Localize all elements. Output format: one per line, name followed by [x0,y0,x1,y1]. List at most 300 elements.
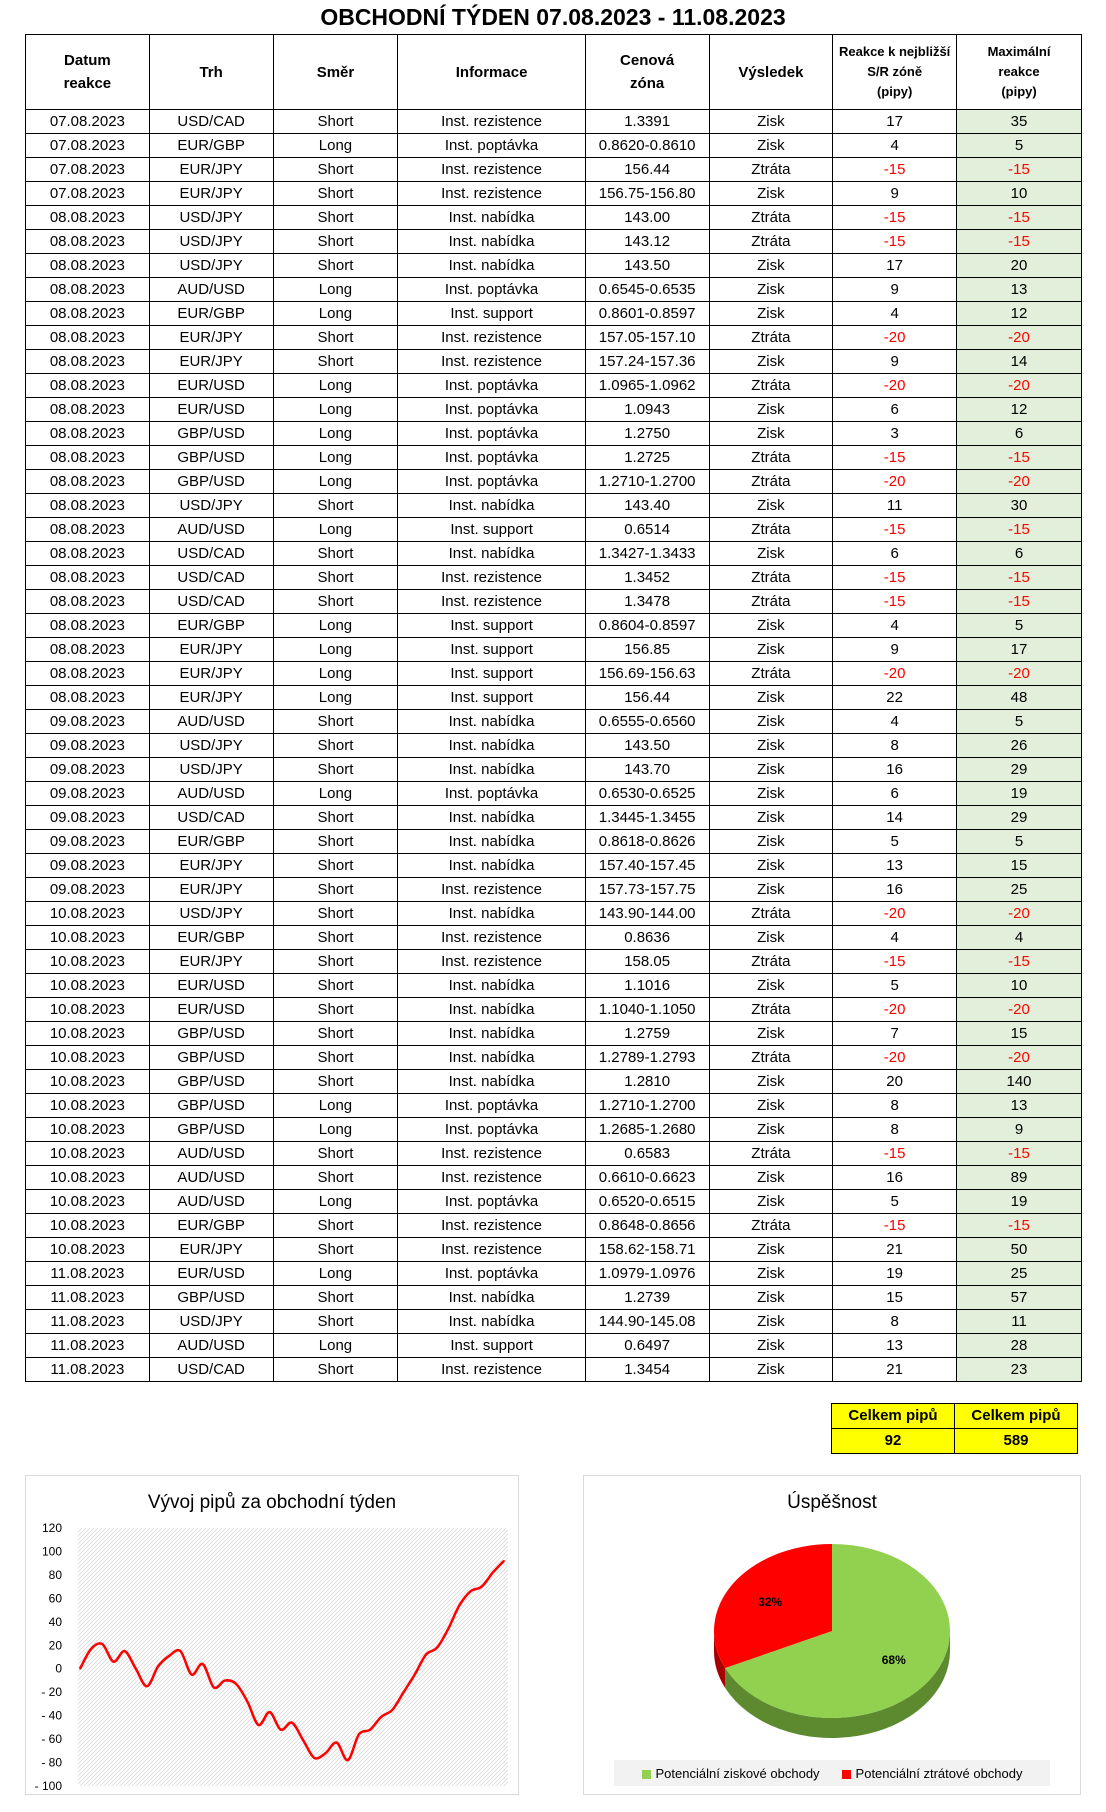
cell-informace: Inst. nabídka [398,806,585,830]
cell-trh: EUR/GBP [149,302,273,326]
cell-informace: Inst. support [398,638,585,662]
cell-informace: Inst. poptávka [398,470,585,494]
cell-smer: Short [273,806,398,830]
cell-trh: EUR/USD [149,374,273,398]
data-point [369,1729,371,1731]
y-tick-label: 20 [48,1638,62,1653]
cell-informace: Inst. rezistence [398,566,585,590]
cell-reakce: 8 [833,1310,957,1334]
cell-zona: 1.0979-1.0976 [585,1262,709,1286]
cell-zona: 1.3391 [585,110,709,134]
cell-zona: 157.73-157.75 [585,878,709,902]
cell-smer: Long [273,518,398,542]
cell-datum: 10.08.2023 [26,1214,150,1238]
cell-datum: 08.08.2023 [26,206,150,230]
cell-reakce: -15 [833,1214,957,1238]
cell-datum: 11.08.2023 [26,1310,150,1334]
cell-max-reakce: 17 [957,638,1082,662]
cell-vysledek: Zisk [709,254,833,278]
data-point [135,1668,137,1670]
cell-datum: 08.08.2023 [26,254,150,278]
cell-smer: Short [273,710,398,734]
cell-max-reakce: -15 [957,1214,1082,1238]
cell-vysledek: Ztráta [709,518,833,542]
cell-zona: 143.90-144.00 [585,902,709,926]
cell-informace: Inst. rezistence [398,110,585,134]
cell-trh: AUD/USD [149,1190,273,1214]
cell-datum: 10.08.2023 [26,974,150,998]
cell-max-reakce: 25 [957,878,1082,902]
cell-max-reakce: 20 [957,254,1082,278]
cell-smer: Short [273,182,398,206]
cell-vysledek: Zisk [709,302,833,326]
data-point [392,1709,394,1711]
data-point [325,1752,327,1754]
cell-smer: Long [273,638,398,662]
cell-smer: Short [273,926,398,950]
cell-vysledek: Zisk [709,878,833,902]
table-row [26,1214,1082,1238]
data-point [336,1742,338,1744]
cell-datum: 09.08.2023 [26,854,150,878]
data-point [492,1572,494,1574]
cell-smer: Short [273,158,398,182]
cell-trh: EUR/JPY [149,326,273,350]
cell-vysledek: Zisk [709,1334,833,1358]
cell-informace: Inst. rezistence [398,590,585,614]
table-row [26,518,1082,542]
cell-informace: Inst. nabídka [398,1022,585,1046]
cell-vysledek: Zisk [709,494,833,518]
cell-datum: 09.08.2023 [26,710,150,734]
cell-smer: Long [273,614,398,638]
cell-vysledek: Zisk [709,1118,833,1142]
cell-reakce: 16 [833,758,957,782]
table-row [26,566,1082,590]
cell-reakce: -20 [833,470,957,494]
cell-zona: 157.05-157.10 [585,326,709,350]
cell-informace: Inst. nabídka [398,542,585,566]
table-row [26,302,1082,326]
cell-vysledek: Ztráta [709,662,833,686]
data-point [358,1734,360,1736]
total-reakce-label: Celkem pipů [832,1404,955,1429]
cell-trh: EUR/JPY [149,350,273,374]
cell-zona: 0.8601-0.8597 [585,302,709,326]
cell-reakce: 17 [833,110,957,134]
cell-zona: 143.50 [585,734,709,758]
cell-zona: 1.2710-1.2700 [585,1094,709,1118]
cell-zona: 0.8604-0.8597 [585,614,709,638]
cell-datum: 08.08.2023 [26,518,150,542]
data-point [202,1663,204,1665]
cell-informace: Inst. rezistence [398,326,585,350]
cell-reakce: -15 [833,1142,957,1166]
cell-datum: 09.08.2023 [26,830,150,854]
cell-vysledek: Zisk [709,1094,833,1118]
cell-zona: 156.44 [585,686,709,710]
cell-zona: 0.8618-0.8626 [585,830,709,854]
cell-trh: USD/CAD [149,806,273,830]
cell-informace: Inst. poptávka [398,446,585,470]
cell-vysledek: Ztráta [709,206,833,230]
cell-reakce: 15 [833,1286,957,1310]
cell-reakce: 16 [833,878,957,902]
cell-smer: Short [273,326,398,350]
header-trh: Trh [149,35,273,110]
cell-reakce: -15 [833,950,957,974]
table-row [26,542,1082,566]
table-row [26,974,1082,998]
cell-max-reakce: -15 [957,950,1082,974]
data-point [90,1648,92,1650]
cell-informace: Inst. rezistence [398,950,585,974]
cell-datum: 08.08.2023 [26,326,150,350]
cell-informace: Inst. poptávka [398,1094,585,1118]
cell-trh: GBP/USD [149,422,273,446]
cell-vysledek: Zisk [709,806,833,830]
data-point [381,1716,383,1718]
cell-zona: 0.6583 [585,1142,709,1166]
cell-smer: Long [273,1094,398,1118]
table-row [26,134,1082,158]
cell-vysledek: Zisk [709,398,833,422]
table-row [26,446,1082,470]
cell-datum: 08.08.2023 [26,590,150,614]
cell-vysledek: Zisk [709,542,833,566]
cell-smer: Short [273,1286,398,1310]
cell-reakce: 8 [833,1118,957,1142]
table-row [26,374,1082,398]
legend-swatch-loss [842,1770,851,1779]
data-point [314,1757,316,1759]
cell-reakce: -15 [833,518,957,542]
cell-max-reakce: -15 [957,566,1082,590]
totals-table [831,1403,1078,1454]
cell-smer: Short [273,566,398,590]
cell-vysledek: Zisk [709,686,833,710]
cell-max-reakce: 15 [957,854,1082,878]
cell-reakce: 9 [833,182,957,206]
cell-datum: 10.08.2023 [26,1166,150,1190]
cell-informace: Inst. poptávka [398,134,585,158]
cell-trh: USD/JPY [149,254,273,278]
cell-datum: 07.08.2023 [26,110,150,134]
cell-trh: AUD/USD [149,278,273,302]
table-row [26,854,1082,878]
cell-datum: 09.08.2023 [26,878,150,902]
cell-max-reakce: 13 [957,1094,1082,1118]
cell-informace: Inst. nabídka [398,1286,585,1310]
cell-max-reakce: 23 [957,1358,1082,1382]
cell-trh: EUR/JPY [149,854,273,878]
cell-reakce: 17 [833,254,957,278]
cell-trh: USD/CAD [149,110,273,134]
cell-smer: Long [273,446,398,470]
cell-reakce: 8 [833,1094,957,1118]
cell-reakce: -20 [833,902,957,926]
cell-informace: Inst. rezistence [398,158,585,182]
cell-trh: EUR/GBP [149,926,273,950]
cell-zona: 143.40 [585,494,709,518]
cell-informace: Inst. poptávka [398,782,585,806]
cell-max-reakce: -20 [957,1046,1082,1070]
table-row [26,206,1082,230]
page-title: OBCHODNÍ TÝDEN 07.08.2023 - 11.08.2023 [320,4,786,30]
cell-zona: 0.8620-0.8610 [585,134,709,158]
table-row [26,590,1082,614]
y-tick-label: 0 [55,1661,62,1676]
line-chart-panel [25,1475,519,1795]
cell-max-reakce: 15 [957,1022,1082,1046]
cell-zona: 1.3427-1.3433 [585,542,709,566]
cell-reakce: 22 [833,686,957,710]
cell-datum: 10.08.2023 [26,998,150,1022]
cell-smer: Short [273,734,398,758]
table-row [26,1022,1082,1046]
y-tick-label: 40 [48,1614,62,1629]
cell-smer: Long [273,662,398,686]
cell-zona: 1.3478 [585,590,709,614]
cell-informace: Inst. nabídka [398,230,585,254]
cell-zona: 0.6610-0.6623 [585,1166,709,1190]
cell-reakce: 4 [833,302,957,326]
cell-smer: Short [273,350,398,374]
table-row [26,1118,1082,1142]
cell-max-reakce: 5 [957,830,1082,854]
header-zona: Cenová zóna [585,35,709,110]
cell-smer: Short [273,1070,398,1094]
table-row [26,470,1082,494]
cell-reakce: 5 [833,830,957,854]
cell-vysledek: Zisk [709,1310,833,1334]
cell-informace: Inst. support [398,302,585,326]
cell-vysledek: Ztráta [709,1142,833,1166]
cell-informace: Inst. nabídka [398,254,585,278]
cell-vysledek: Zisk [709,734,833,758]
cell-max-reakce: 19 [957,1190,1082,1214]
cell-zona: 0.6530-0.6525 [585,782,709,806]
table-row [26,638,1082,662]
cell-smer: Short [273,1022,398,1046]
cell-smer: Short [273,494,398,518]
cell-informace: Inst. rezistence [398,878,585,902]
cell-smer: Short [273,902,398,926]
cell-datum: 10.08.2023 [26,1190,150,1214]
table-row [26,950,1082,974]
cell-max-reakce: -15 [957,518,1082,542]
cell-smer: Long [273,278,398,302]
cell-trh: EUR/JPY [149,878,273,902]
table-row [26,878,1082,902]
pie-data-label: 32% [758,1595,783,1610]
cell-zona: 1.0943 [585,398,709,422]
y-tick-label: 60 [48,1591,62,1606]
cell-max-reakce: -20 [957,662,1082,686]
data-point [191,1674,193,1676]
cell-vysledek: Zisk [709,974,833,998]
table-row [26,758,1082,782]
cell-max-reakce: 10 [957,182,1082,206]
cell-trh: EUR/JPY [149,950,273,974]
cell-trh: USD/JPY [149,206,273,230]
cell-zona: 156.69-156.63 [585,662,709,686]
cell-smer: Long [273,302,398,326]
table-row [26,662,1082,686]
cell-datum: 07.08.2023 [26,158,150,182]
cell-smer: Short [273,110,398,134]
cell-datum: 08.08.2023 [26,662,150,686]
table-row [26,494,1082,518]
cell-trh: EUR/JPY [149,686,273,710]
cell-datum: 10.08.2023 [26,1070,150,1094]
cell-informace: Inst. rezistence [398,350,585,374]
cell-smer: Short [273,830,398,854]
cell-max-reakce: 30 [957,494,1082,518]
cell-reakce: 20 [833,1070,957,1094]
data-point [169,1655,171,1657]
cell-datum: 10.08.2023 [26,1142,150,1166]
y-tick-label: 80 [48,1567,62,1582]
cell-datum: 10.08.2023 [26,1118,150,1142]
cell-trh: USD/JPY [149,1310,273,1334]
cell-max-reakce: 57 [957,1286,1082,1310]
cell-reakce: 8 [833,734,957,758]
cell-reakce: 16 [833,1166,957,1190]
cell-datum: 10.08.2023 [26,1094,150,1118]
cell-trh: USD/CAD [149,566,273,590]
cell-max-reakce: -15 [957,590,1082,614]
cell-smer: Long [273,1118,398,1142]
cell-smer: Long [273,470,398,494]
cell-datum: 08.08.2023 [26,302,150,326]
cell-zona: 1.3445-1.3455 [585,806,709,830]
cell-trh: USD/CAD [149,542,273,566]
cell-vysledek: Zisk [709,614,833,638]
cell-reakce: 5 [833,974,957,998]
cell-reakce: 3 [833,422,957,446]
cell-reakce: -15 [833,590,957,614]
data-point [503,1560,505,1562]
cell-informace: Inst. support [398,686,585,710]
cell-trh: EUR/GBP [149,134,273,158]
cell-datum: 10.08.2023 [26,1022,150,1046]
header-informace: Informace [398,35,585,110]
cell-vysledek: Zisk [709,926,833,950]
header-datum: Datum reakce [26,35,150,110]
y-tick-label: - 60 [41,1732,62,1747]
cell-max-reakce: 6 [957,422,1082,446]
cell-max-reakce: 5 [957,710,1082,734]
total-max-label: Celkem pipů [955,1404,1078,1429]
cell-informace: Inst. nabídka [398,206,585,230]
table-row [26,830,1082,854]
cell-max-reakce: 35 [957,110,1082,134]
cell-trh: USD/JPY [149,230,273,254]
cell-vysledek: Ztráta [709,590,833,614]
cell-reakce: 21 [833,1358,957,1382]
cell-max-reakce: 10 [957,974,1082,998]
cell-informace: Inst. nabídka [398,974,585,998]
cell-datum: 08.08.2023 [26,446,150,470]
y-tick-label: 100 [41,1544,62,1559]
data-point [157,1666,159,1668]
pie-legend [614,1760,1050,1786]
cell-max-reakce: 5 [957,134,1082,158]
table-row [26,926,1082,950]
cell-smer: Long [273,782,398,806]
cell-zona: 156.44 [585,158,709,182]
table-row [26,686,1082,710]
cell-max-reakce: 29 [957,758,1082,782]
cell-zona: 158.05 [585,950,709,974]
cell-informace: Inst. nabídka [398,1310,585,1334]
cell-informace: Inst. support [398,662,585,686]
cell-vysledek: Zisk [709,1358,833,1382]
cell-informace: Inst. poptávka [398,398,585,422]
cell-reakce: -20 [833,374,957,398]
cell-informace: Inst. poptávka [398,422,585,446]
cell-vysledek: Zisk [709,830,833,854]
data-point [146,1686,148,1688]
table-row [26,254,1082,278]
trades-table [25,34,1082,1382]
table-row [26,1262,1082,1286]
cell-smer: Short [273,1238,398,1262]
cell-vysledek: Zisk [709,638,833,662]
cell-smer: Long [273,422,398,446]
legend-item-profit: Potenciální ziskové obchody [642,1766,820,1781]
cell-datum: 09.08.2023 [26,758,150,782]
header-vysledek: Výsledek [709,35,833,110]
cell-smer: Short [273,1214,398,1238]
cell-reakce: -20 [833,998,957,1022]
cell-datum: 10.08.2023 [26,1046,150,1070]
cell-zona: 0.6520-0.6515 [585,1190,709,1214]
table-row [26,734,1082,758]
table-row [26,1190,1082,1214]
table-row [26,1286,1082,1310]
cell-zona: 143.12 [585,230,709,254]
cell-reakce: 4 [833,710,957,734]
cell-max-reakce: 25 [957,1262,1082,1286]
y-tick-label: - 100 [34,1779,62,1793]
cell-zona: 1.1040-1.1050 [585,998,709,1022]
cell-zona: 0.8648-0.8656 [585,1214,709,1238]
line-chart-title: Vývoj pipů za obchodní týden [147,1492,397,1513]
cell-smer: Long [273,1190,398,1214]
cell-reakce: 13 [833,854,957,878]
table-row [26,398,1082,422]
cell-reakce: 5 [833,1190,957,1214]
cell-vysledek: Ztráta [709,998,833,1022]
cell-smer: Short [273,854,398,878]
y-tick-label: - 80 [41,1755,62,1770]
table-row [26,422,1082,446]
y-tick-label: 120 [41,1521,62,1535]
cell-reakce: 4 [833,926,957,950]
table-header-row [26,35,1082,110]
cell-zona: 143.50 [585,254,709,278]
cell-informace: Inst. nabídka [398,998,585,1022]
cell-max-reakce: -15 [957,230,1082,254]
y-tick-label: - 40 [41,1708,62,1723]
data-point [470,1591,472,1593]
cell-smer: Short [273,974,398,998]
cell-zona: 1.2759 [585,1022,709,1046]
cell-zona: 1.3452 [585,566,709,590]
cell-vysledek: Ztráta [709,446,833,470]
